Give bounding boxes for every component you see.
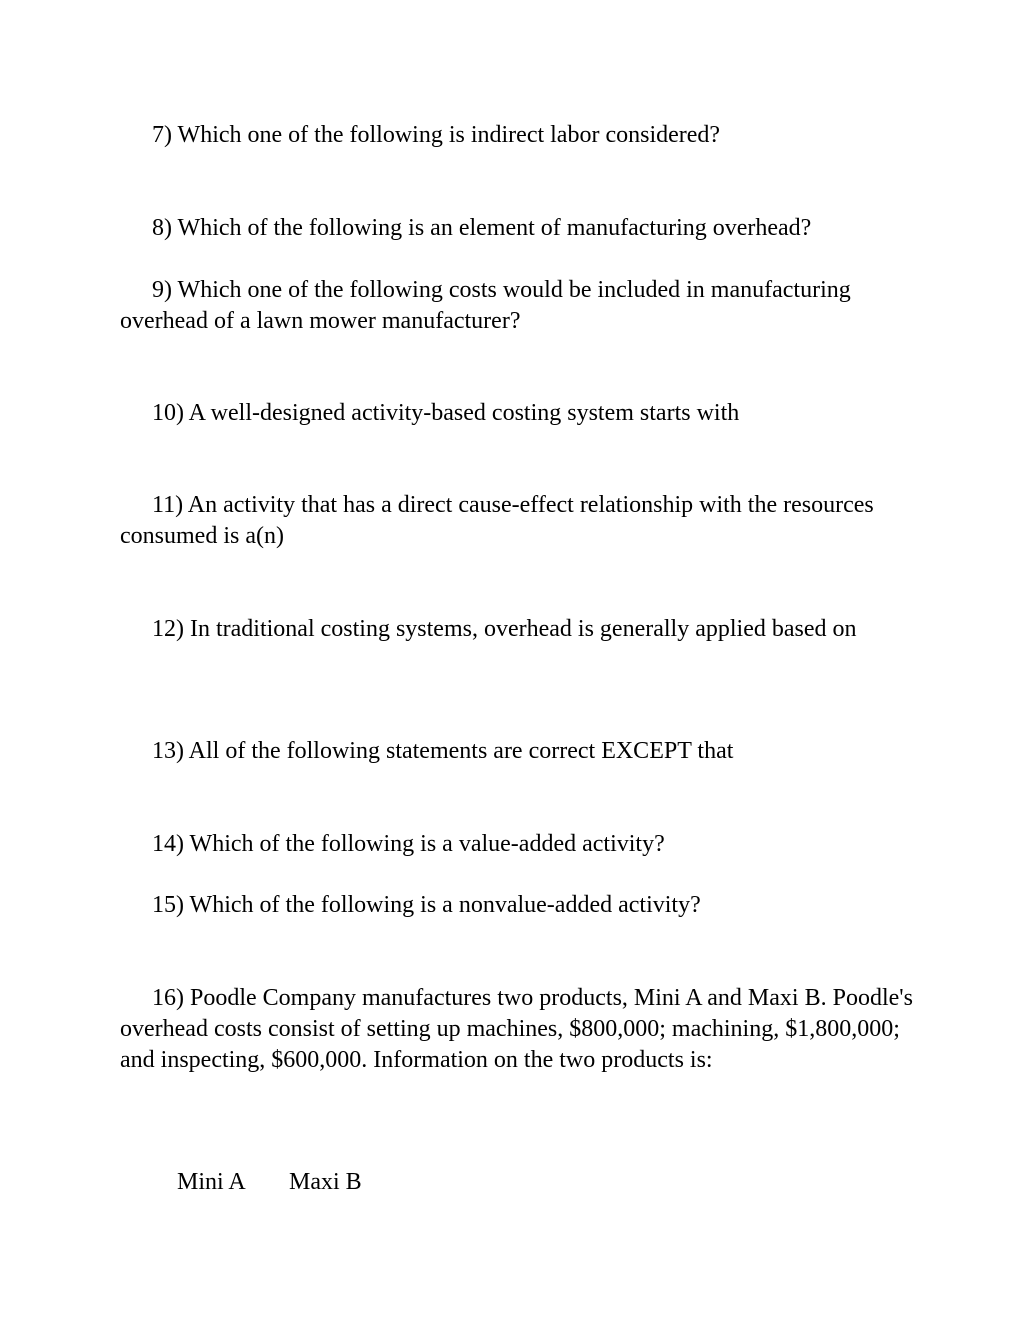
column-header-maxi-b: Maxi B: [289, 1169, 362, 1195]
question-12: 12) In traditional costing systems, overhead is generally applied based on: [152, 616, 857, 642]
question-8: 8) Which of the following is an element of manufacturing overhead?: [152, 215, 812, 241]
question-10: 10) A well-designed activity-based costing system starts with: [152, 400, 740, 426]
question-14: 14) Which of the following is a value-added activity?: [152, 831, 665, 857]
question-16: 16) Poodle Company manufactures two products, Mini A and Maxi B. Poodle's overhead costs consist of setting up machines, $800,000; machining, $1,800,000; and inspecting, $600,000. Information on the two products is:: [120, 985, 913, 1073]
question-11: 11) An activity that has a direct cause-effect relationship with the resources consumed is a(n): [120, 492, 874, 549]
question-15: 15) Which of the following is a nonvalue-added activity?: [152, 892, 701, 918]
question-13: 13) All of the following statements are correct EXCEPT that: [152, 738, 734, 764]
column-header-mini-a: Mini A: [177, 1169, 246, 1195]
question-9: 9) Which one of the following costs would be included in manufacturing overhead of a lawn mower manufacturer?: [120, 277, 851, 334]
question-7: 7) Which one of the following is indirect labor considered?: [152, 122, 721, 148]
